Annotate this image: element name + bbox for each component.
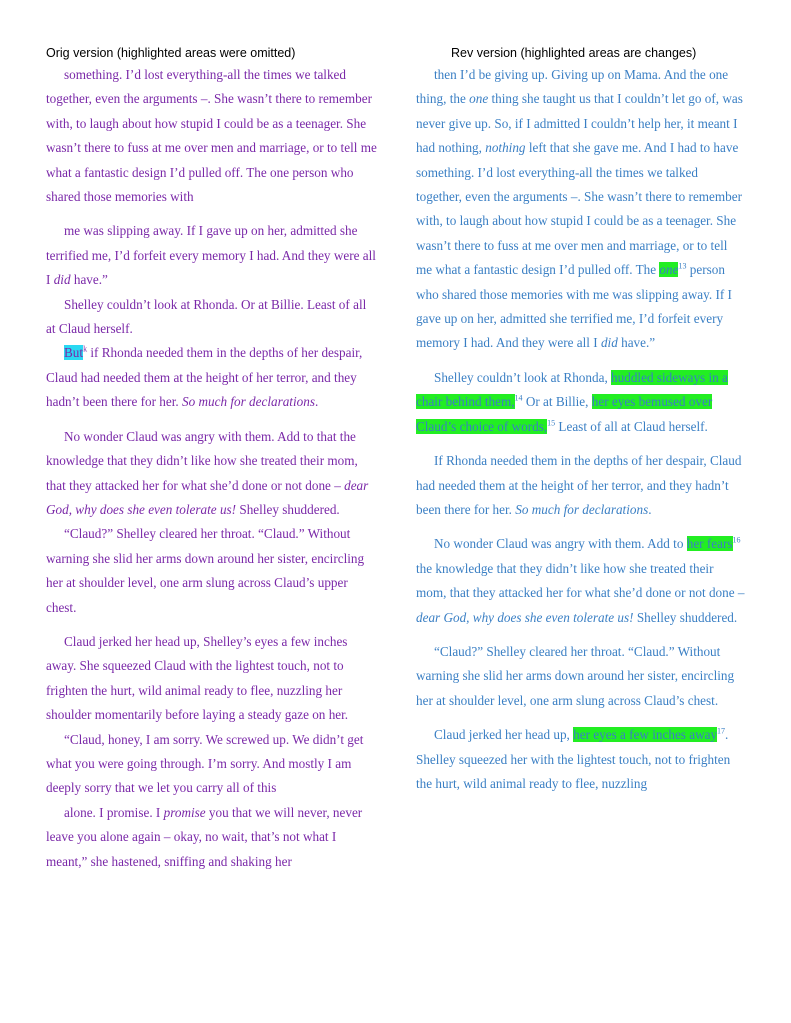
- rev-paragraph-2: Shelley couldn’t look at Rhonda, huddled sideways in a chair behind them,$^{14}$ Or at Billie, her eyes bemused over Claud’s choice of words,$^{15}$ Least of all at Claud herself.: [416, 369, 728, 434]
- orig-paragraph-5: No wonder Claud was angry with them. Add to that the knowledge that they didn’t like how she treated their mom, that they attacked her for what she’d done or not done – dear God, why does she even tolerate us! Shelley shuddered.: [46, 428, 369, 517]
- revised-version-column: [416, 46, 746, 796]
- orig-paragraph-1: something. I’d lost everything-all the times we talked together, even the arguments –. She wasn’t there to remember with, to laugh about how stupid I could be as a teenager. She wasn’t there to fuss at me over men and marriage, or to tell me what a fantastic design I’d pulled off. The one person who shared those memories with: [46, 67, 377, 205]
- rev-paragraph-3: If Rhonda needed them in the depths of her despair, Claud had needed them at the height of her terror, and they hadn’t been there for her. So much for declarations.: [416, 453, 742, 517]
- original-version-column: [46, 46, 378, 874]
- change-highlight: her fears: [686, 536, 733, 552]
- change-highlight: her eyes a few inches away: [573, 727, 718, 743]
- rev-paragraph-4: No wonder Claud was angry with them. Add to her fears$^{16}$ the knowledge that they didn’t like how she treated their mom, that they attacked her for what she’d done or not done – dear God, why does she even tolerate us! Shelley shuddered.: [416, 535, 745, 625]
- change-highlight: her eyes bemused over Claud’s choice of words,: [416, 394, 713, 434]
- orig-paragraph-2: me was slipping away. If I gave up on her, admitted she terrified me, I’d forfeit every memory I had. And they were all I did have.”: [46, 223, 376, 288]
- change-highlight: one: [659, 262, 679, 278]
- rev-paragraph-1: then I’d be giving up. Giving up on Mama. And the one thing, the one thing she taught us that I couldn’t let go of, was never give up. So, if I admitted I couldn’t help her, it meant I had nothing, nothing left that she gave me. And I had to have something. I’d lost everything-all the times we talked together, even the arguments –. She wasn’t there to remember with, to laugh about how stupid I could be as a teenager. She wasn’t there to fuss at me over men and marriage, or to tell me what a fantastic design I’d pulled off. The one$^{13}$ person who shared those memories with me was slipping away. If I gave up on her, admitted she terrified me, I’d forfeit every memory I had. And they were all I did have.”: [416, 67, 743, 351]
- footnote-marker: 14: [514, 393, 523, 403]
- right-column-heading: Rev version (highlighted areas are changes): [451, 46, 697, 60]
- left-column-heading: Orig version (highlighted areas were omitted): [46, 46, 296, 60]
- footnote-marker: 15: [547, 418, 556, 428]
- change-highlight: huddled sideways in a chair behind them,: [416, 369, 728, 410]
- footnote-marker: k: [83, 345, 88, 355]
- footnote-marker: 17: [717, 726, 726, 736]
- orig-paragraph-3: Shelley couldn’t look at Rhonda. Or at Billie. Least of all at Claud herself.: [46, 296, 367, 337]
- orig-paragraph-7: Claud jerked her head up, Shelley’s eyes a few inches away. She squeezed Claud with the lightest touch, not to frighten the hurt, wild animal ready to flee, nuzzling her shoulder momentarily before laying a steady gaze on her.: [46, 633, 349, 723]
- orig-paragraph-8: “Claud, honey, I am sorry. We screwed up. We didn’t get what you were going through. I’m sorry. And mostly I am deeply sorry that we let you carry all of this: [46, 731, 364, 796]
- orig-paragraph-4: But$^k$ if Rhonda needed them in the depths of her despair, Claud had needed them at the height of her terror, and they hadn’t been there for her. So much for declarations.: [46, 345, 363, 410]
- footnote-marker: 13: [678, 261, 687, 271]
- rev-paragraph-5: “Claud?” Shelley cleared her throat. “Claud.” Without warning she slid her arms down around her sister, encircling her at shoulder level, one arm slung across Claud’s chest.: [416, 643, 735, 708]
- footnote-marker: 16: [732, 535, 741, 545]
- orig-paragraph-6: “Claud?” Shelley cleared her throat. “Claud.” Without warning she slid her arms down around her sister, encircling her at shoulder level, one arm slung across Claud’s upper chest.: [46, 526, 365, 615]
- rev-paragraph-6: Claud jerked her head up, her eyes a few inches away$^{17}$. Shelley squeezed her with the lightest touch, not to frighten the hurt, wild animal ready to flee, nuzzling: [416, 726, 731, 791]
- omitted-highlight: But: [64, 345, 84, 361]
- orig-paragraph-9: alone. I promise. I promise you that we will never, never leave you alone again – okay, no wait, that’s not what I meant,” she hastened, sniffing and shaking her: [46, 804, 363, 869]
